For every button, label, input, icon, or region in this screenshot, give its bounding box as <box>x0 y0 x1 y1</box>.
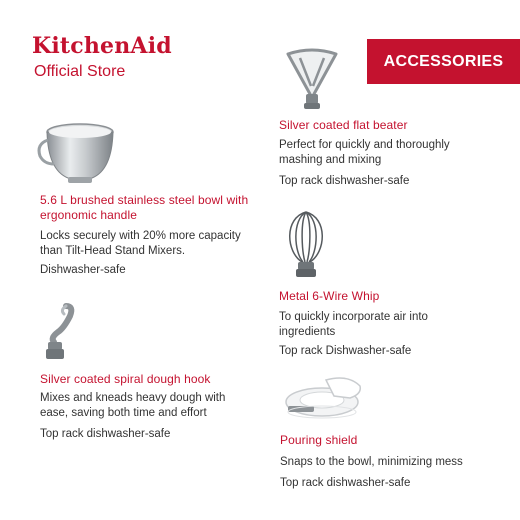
product-title: 5.6 L brushed stainless steel bowl with ergonomic handle <box>40 193 249 222</box>
pouring-shield-icon <box>282 372 366 424</box>
flat-beater-icon <box>280 44 344 116</box>
brand-logo: KitchenAid <box>32 33 172 59</box>
product-description: To quickly incorporate air into ingredients <box>279 311 428 338</box>
product-care: Top rack dishwasher-safe <box>279 175 410 187</box>
mixing-bowl-icon <box>34 120 118 186</box>
product-title: Silver coated flat beater <box>279 118 408 132</box>
product-care: Dishwasher-safe <box>40 264 126 276</box>
product-title: Silver coated spiral dough hook <box>40 372 211 386</box>
product-description: Locks securely with 20% more capacity than Tilt-Head Stand Mixers. <box>40 230 241 257</box>
product-description: Perfect for quickly and thoroughly mashing and mixing <box>279 139 450 166</box>
product-care: Top rack dishwasher-safe <box>280 477 411 489</box>
product-title: Metal 6-Wire Whip <box>279 289 380 303</box>
product-care: Top rack Dishwasher-safe <box>279 345 412 357</box>
product-description: Mixes and kneads heavy dough with ease, saving both time and effort <box>40 392 226 419</box>
wire-whip-icon <box>282 208 330 284</box>
product-description: Snaps to the bowl, minimizing mess <box>280 456 463 468</box>
product-title: Pouring shield <box>280 433 358 447</box>
dough-hook-icon <box>40 302 80 366</box>
accessories-badge: ACCESSORIES <box>367 39 520 84</box>
product-care: Top rack dishwasher-safe <box>40 428 171 440</box>
brand-subtitle: Official Store <box>34 63 126 80</box>
